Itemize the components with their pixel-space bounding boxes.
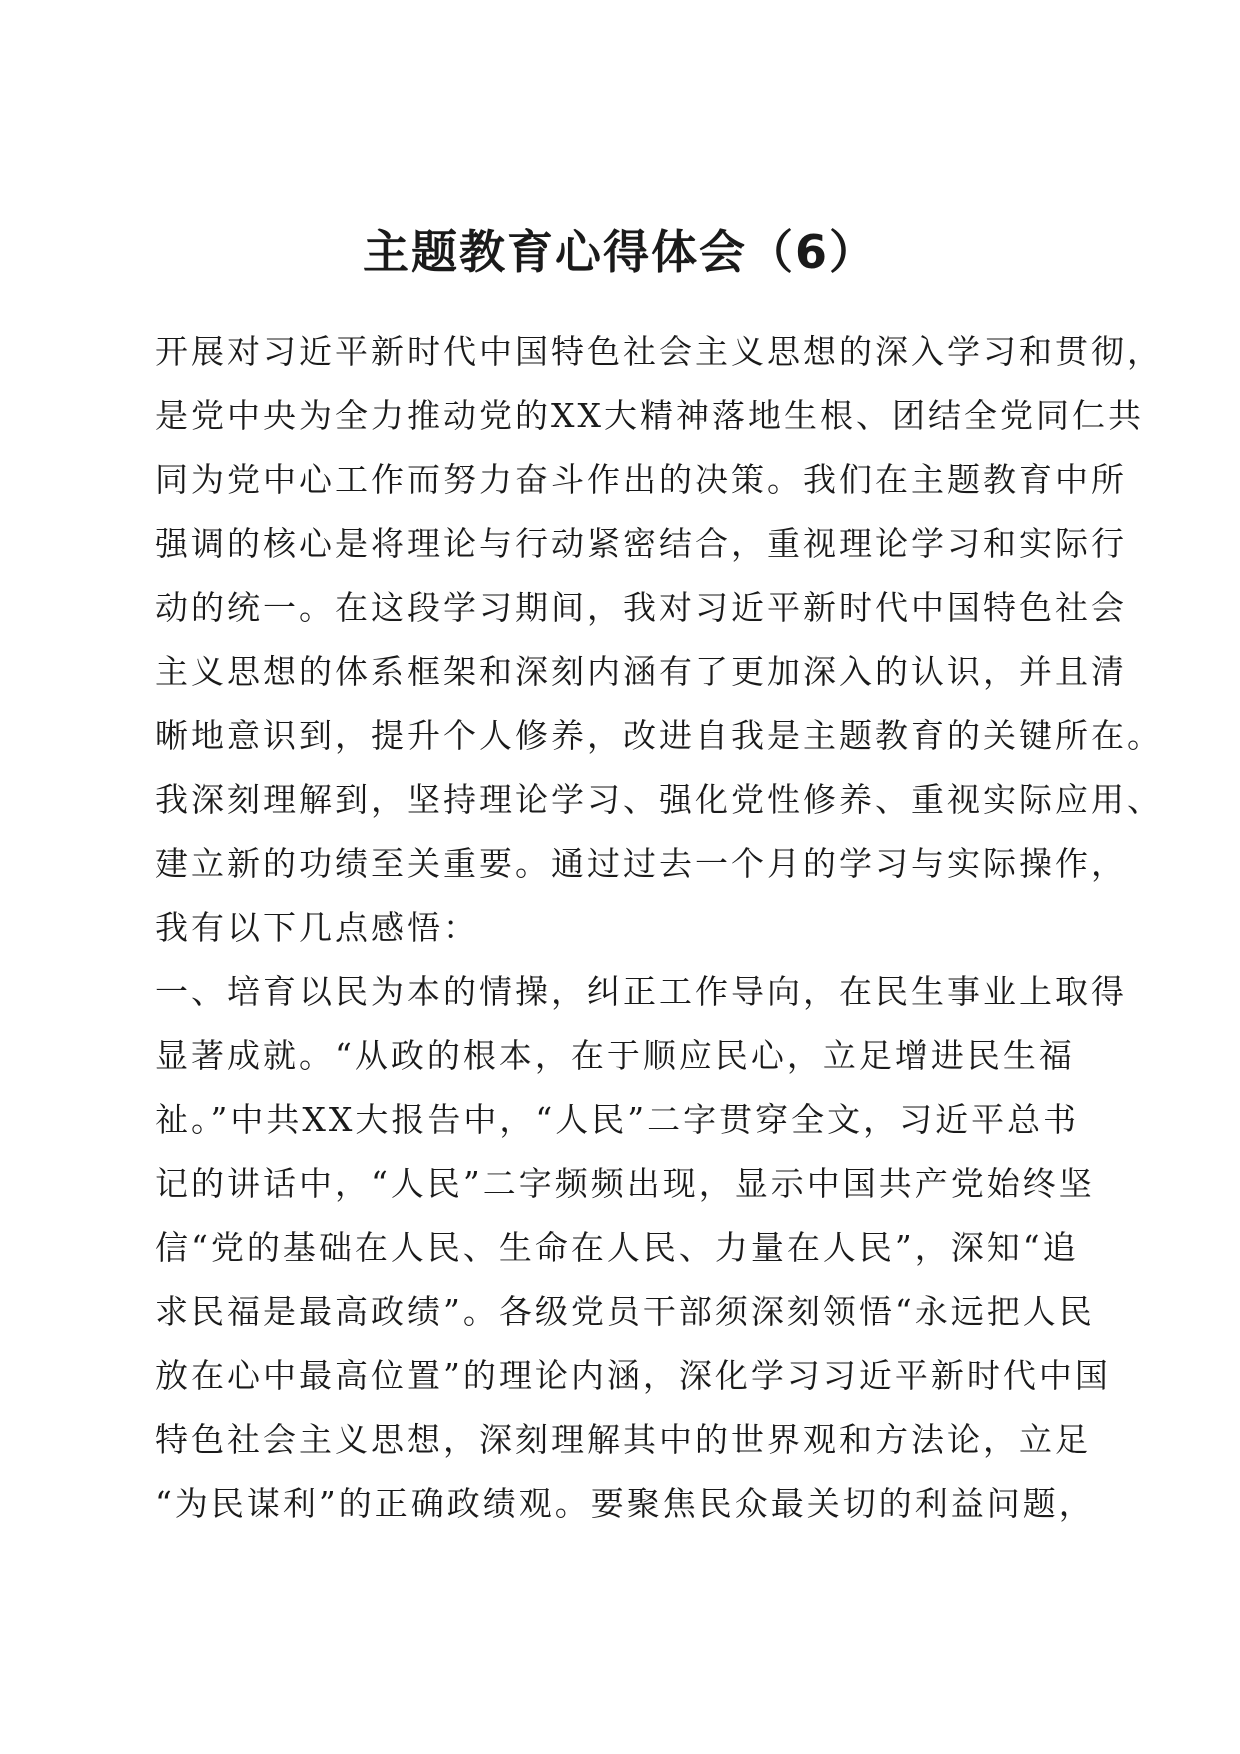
body-line: 特色社会主义思想，深刻理解其中的世界观和方法论，立足 xyxy=(155,1420,1091,1459)
body-line: 晰地意识到，提升个人修养，改进自我是主题教育的关键所在。 xyxy=(155,716,1163,755)
body-line: 建立新的功绩至关重要。通过过去一个月的学习与实际操作， xyxy=(155,844,1127,883)
document-body xyxy=(155,320,1163,1536)
body-line: 信“党的基础在人民、生命在人民、力量在人民”，深知“追 xyxy=(155,1228,1079,1267)
body-line: 强调的核心是将理论与行动紧密结合，重视理论学习和实际行 xyxy=(155,524,1127,563)
body-line: 动的统一。在这段学习期间，我对习近平新时代中国特色社会 xyxy=(155,588,1127,627)
body-line: “为民谋利”的正确政绩观。要聚焦民众最关切的利益问题， xyxy=(155,1484,1095,1523)
body-line: 是党中央为全力推动党的XX大精神落地生根、团结全党同仁共 xyxy=(155,396,1144,435)
document-title: 主题教育心得体会（6） xyxy=(362,225,877,279)
body-line: 祉。”中共XX大报告中，“人民”二字贯穿全文，习近平总书 xyxy=(155,1100,1080,1139)
body-line: 显著成就。“从政的根本，在于顺应民心，立足增进民生福 xyxy=(155,1036,1075,1075)
body-line: 我有以下几点感悟： xyxy=(155,908,479,947)
body-line: 同为党中心工作而努力奋斗作出的决策。我们在主题教育中所 xyxy=(155,460,1127,499)
body-line: 记的讲话中，“人民”二字频频出现，显示中国共产党始终坚 xyxy=(155,1164,1095,1203)
body-line: 我深刻理解到，坚持理论学习、强化党性修养、重视实际应用、 xyxy=(155,780,1163,819)
body-line: 开展对习近平新时代中国特色社会主义思想的深入学习和贯彻， xyxy=(155,332,1163,371)
body-line: 主义思想的体系框架和深刻内涵有了更加深入的认识，并且清 xyxy=(155,652,1127,691)
body-line: 一、培育以民为本的情操，纠正工作导向，在民生事业上取得 xyxy=(155,972,1127,1011)
body-line: 放在心中最高位置”的理论内涵，深化学习习近平新时代中国 xyxy=(155,1356,1111,1395)
body-line: 求民福是最高政绩”。各级党员干部须深刻领悟“永远把人民 xyxy=(155,1292,1095,1331)
